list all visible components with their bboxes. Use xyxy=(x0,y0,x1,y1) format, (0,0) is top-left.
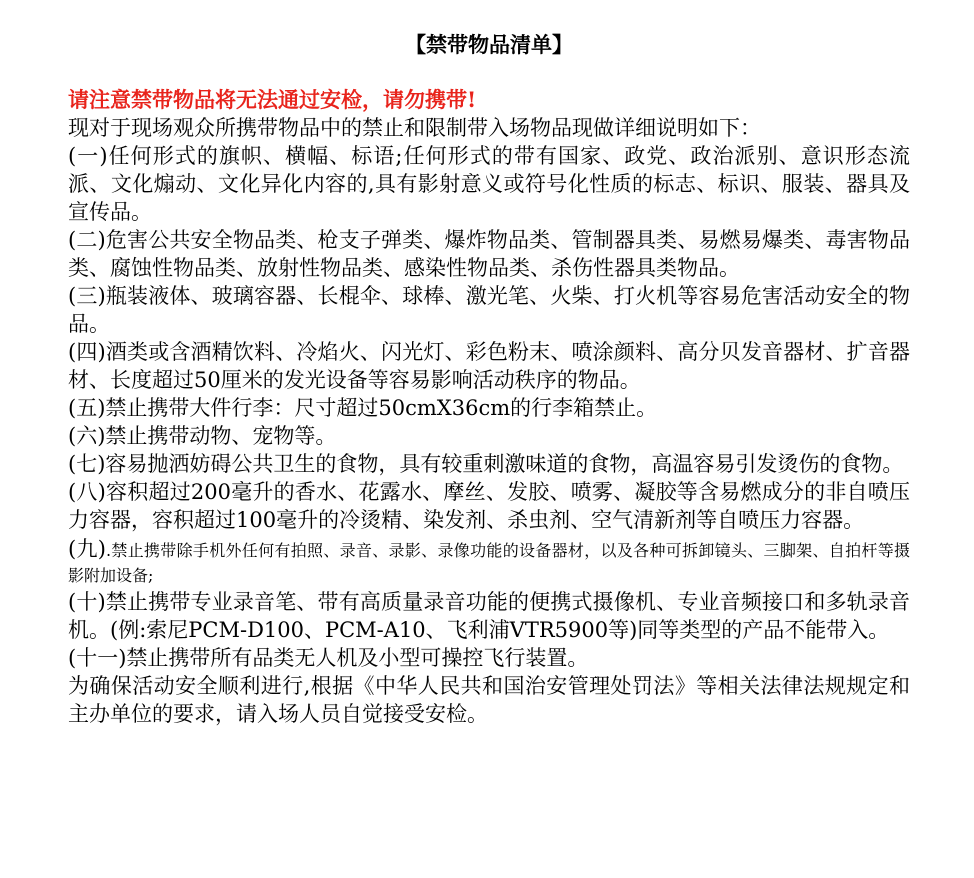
document-body xyxy=(68,30,910,728)
rule-item-3: (三)瓶装液体、玻璃容器、长棍伞、球棒、激光笔、火柴、打火机等容易危害活动安全的物品。 xyxy=(68,284,910,336)
rule-item-8: (八)容积超过200毫升的香水、花露水、摩丝、发胶、喷雾、凝胶等含易燃成分的非自喷压力容器，容积超过100毫升的冷烫精、染发剂、杀虫剂、空气清新剂等自喷压力容器。 xyxy=(68,480,910,532)
rule-item-5: (五)禁止携带大件行李：尺寸超过50cmX36cm的行李箱禁止。 xyxy=(68,396,658,420)
page-title: 【禁带物品清单】 xyxy=(405,32,573,57)
rule-item-11: (十一)禁止携带所有品类无人机及小型可操控飞行装置。 xyxy=(68,646,589,670)
closing-paragraph: 为确保活动安全顺利进行,根据《中华人民共和国治安管理处罚法》等相关法律法规规定和主办单位的要求，请入场人员自觉接受安检。 xyxy=(68,674,910,726)
rule-item-9 xyxy=(68,537,910,588)
rule-item-6: (六)禁止携带动物、宠物等。 xyxy=(68,424,337,448)
intro-paragraph: 现对于现场观众所携带物品中的禁止和限制带入场物品现做详细说明如下： xyxy=(68,116,761,140)
rule-item-10: (十)禁止携带专业录音笔、带有高质量录音功能的便携式摄像机、专业音频接口和多轨录音机。(例:索尼PCM-D100、PCM-A10、飞利浦VTR5900等)同等类型的产品不能带入。 xyxy=(68,590,910,642)
rule-item-4: (四)酒类或含酒精饮料、冷焰火、闪光灯、彩色粉末、喷涂颜料、高分贝发音器材、扩音器材、长度超过50厘米的发光设备等容易影响活动秩序的物品。 xyxy=(68,340,910,392)
rule-item-7: (七)容易抛洒妨碍公共卫生的食物，具有较重刺激味道的食物，高温容易引发烫伤的食物。 xyxy=(68,452,904,476)
rule-item-9-label: (九) xyxy=(68,537,106,561)
warning-notice: 请注意禁带物品将无法通过安检，请勿携带! xyxy=(68,87,477,112)
rule-item-2: (二)危害公共安全物品类、枪支子弹类、爆炸物品类、管制器具类、易燃易爆类、毒害物品类、腐蚀性物品类、放射性物品类、感染性物品类、杀伤性器具类物品。 xyxy=(68,228,910,280)
rule-item-9-text: .禁止携带除手机外任何有拍照、录音、录影、录像功能的设备器材，以及各种可拆卸镜头、三脚架、自拍杆等摄影附加设备; xyxy=(68,541,910,585)
rule-item-1: (一)任何形式的旗帜、横幅、标语;任何形式的带有国家、政党、政治派别、意识形态流派、文化煽动、文化异化内容的,具有影射意义或符号化性质的标志、标识、服装、器具及宣传品。 xyxy=(68,144,910,224)
